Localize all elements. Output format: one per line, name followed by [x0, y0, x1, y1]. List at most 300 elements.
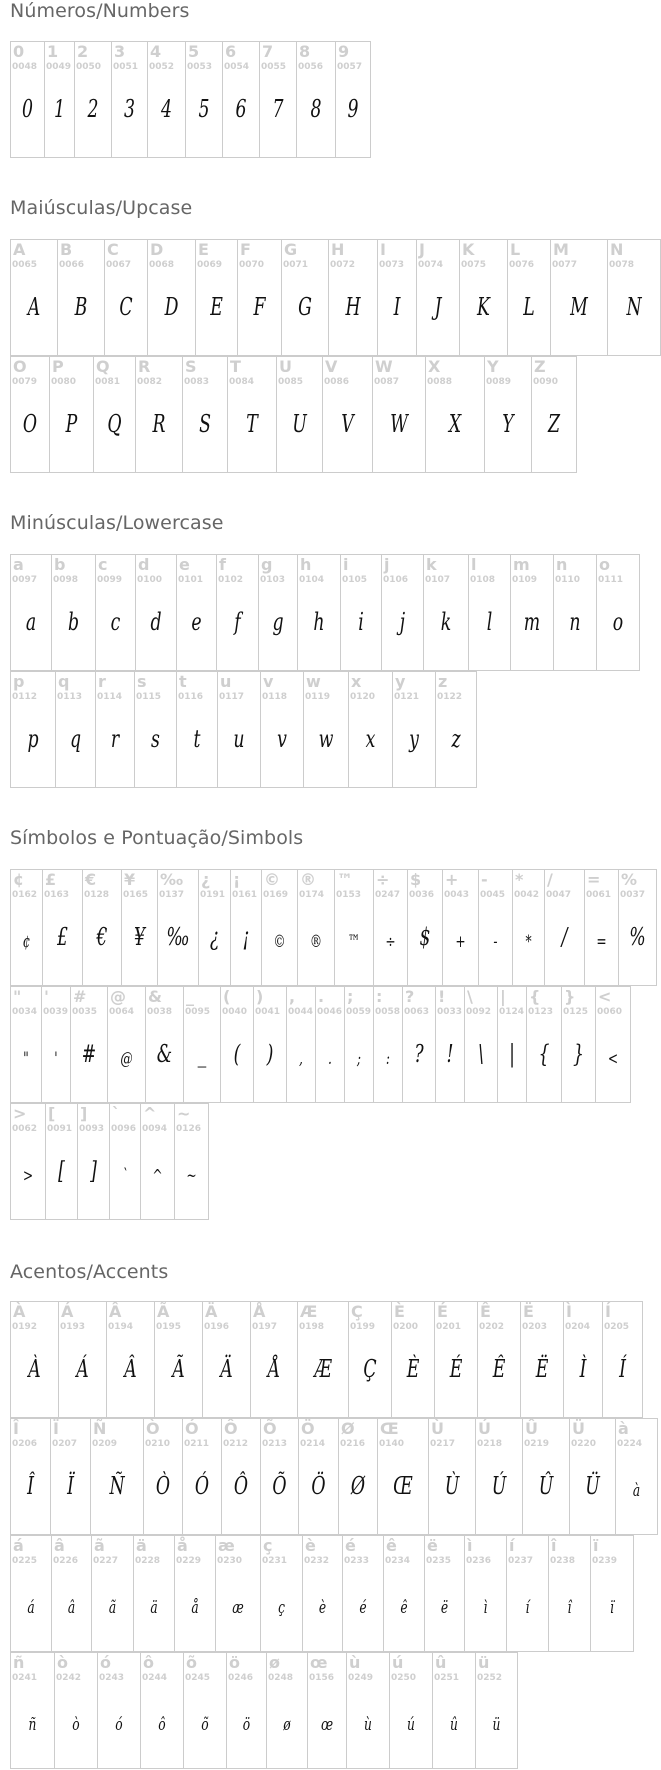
glyph-preview: ( [233, 1040, 241, 1068]
glyph-cell [259, 41, 297, 158]
character-label: & [148, 987, 162, 1006]
glyph-preview: + [455, 932, 466, 952]
glyph-cell [373, 869, 408, 986]
character-code: 0071 [283, 260, 309, 270]
glyph-cell [348, 1301, 392, 1418]
glyph-cell [77, 1103, 110, 1220]
glyph-cell [51, 554, 96, 671]
character-code: 0227 [93, 1556, 119, 1566]
character-label: | [500, 987, 506, 1006]
glyph-preview: Ì [579, 1355, 587, 1383]
glyph-grid-row [10, 239, 660, 356]
glyph-preview: æ [232, 1598, 244, 1618]
character-label: y [395, 672, 406, 691]
character-label: æ [218, 1536, 235, 1555]
glyph-preview: ç [278, 1598, 285, 1618]
character-label: Y [487, 357, 499, 376]
character-code: 0245 [185, 1673, 211, 1683]
character-label: ! [438, 987, 446, 1006]
glyph-cell [107, 986, 146, 1103]
glyph-preview: ~ [186, 1166, 197, 1186]
glyph-cell [548, 1535, 591, 1652]
glyph-cell [607, 239, 661, 356]
glyph-cell [602, 1301, 643, 1418]
glyph-cell [328, 239, 378, 356]
glyph-preview: Î [27, 1472, 34, 1500]
character-label: 5 [188, 42, 200, 61]
glyph-cell [522, 1418, 570, 1535]
glyph-cell [475, 1652, 518, 1769]
character-label: S [185, 357, 197, 376]
character-code: 0106 [383, 575, 409, 585]
character-code: 0247 [375, 890, 401, 900]
character-label: â [54, 1536, 65, 1555]
character-label: À [13, 1302, 26, 1321]
character-code: 0118 [262, 692, 288, 702]
character-label: ê [386, 1536, 397, 1555]
glyph-preview: ù [364, 1715, 372, 1735]
glyph-preview: ë [440, 1598, 449, 1618]
character-label: å [177, 1536, 188, 1555]
character-label: G [284, 240, 298, 259]
character-label: a [13, 555, 24, 574]
glyph-cell [10, 671, 56, 788]
character-code: 0207 [52, 1439, 78, 1449]
glyph-preview: à [632, 1481, 641, 1501]
character-label: ¡ [233, 870, 241, 889]
glyph-preview: X [448, 410, 462, 438]
character-code: 0041 [255, 1007, 281, 1017]
character-label: ñ [13, 1653, 25, 1672]
character-label: 6 [225, 42, 237, 61]
glyph-cell [106, 1301, 155, 1418]
glyph-preview: 0 [21, 95, 34, 123]
character-label: Ã [157, 1302, 170, 1321]
character-code: 0228 [135, 1556, 161, 1566]
glyph-preview: Í [619, 1355, 626, 1383]
glyph-cell [10, 554, 52, 671]
character-label: D [150, 240, 164, 259]
character-code: 0105 [342, 575, 368, 585]
character-code: 0084 [229, 377, 255, 387]
character-code: 0200 [393, 1322, 419, 1332]
glyph-preview: / [561, 923, 568, 951]
glyph-preview: © [273, 932, 286, 952]
glyph-cell [140, 1652, 184, 1769]
character-label: ¥ [124, 870, 136, 889]
glyph-cell [348, 671, 393, 788]
glyph-preview: õ [201, 1715, 209, 1735]
character-label: ö [229, 1653, 240, 1672]
character-code: 0161 [232, 890, 258, 900]
character-code: 0205 [604, 1322, 630, 1332]
glyph-preview: > [22, 1166, 34, 1186]
character-label: Â [109, 1302, 122, 1321]
character-code: 0087 [374, 377, 400, 387]
glyph-cell [134, 671, 177, 788]
glyph-preview: s [151, 725, 160, 753]
glyph-preview: í [525, 1598, 530, 1618]
character-code: 0242 [56, 1673, 82, 1683]
glyph-preview: ; [356, 1049, 362, 1069]
glyph-cell [416, 239, 460, 356]
glyph-cell [50, 1418, 91, 1535]
character-code: 0125 [563, 1007, 589, 1017]
glyph-cell [302, 1535, 343, 1652]
glyph-preview: ã [108, 1598, 117, 1618]
character-code: 0238 [550, 1556, 576, 1566]
glyph-cell [506, 1535, 549, 1652]
glyph-preview: P [65, 410, 78, 438]
character-label: ì [467, 1536, 473, 1555]
character-label: F [240, 240, 251, 259]
character-code: 0112 [12, 692, 38, 702]
glyph-preview: Ø [350, 1472, 366, 1500]
character-code: 0226 [53, 1556, 79, 1566]
glyph-preview: Æ [314, 1355, 332, 1383]
character-label: á [13, 1536, 24, 1555]
glyph-cell [261, 869, 298, 986]
character-code: 0043 [444, 890, 470, 900]
character-label: " [13, 987, 22, 1006]
character-code: 0246 [228, 1673, 254, 1683]
character-label: E [198, 240, 209, 259]
glyph-preview: q [69, 725, 82, 753]
character-label: o [599, 555, 610, 574]
character-code: 0126 [176, 1124, 202, 1134]
character-code: 0066 [59, 260, 85, 270]
glyph-cell [41, 986, 71, 1103]
glyph-preview: Ô [233, 1472, 249, 1500]
character-label: B [60, 240, 73, 259]
character-label: Ö [301, 1419, 315, 1438]
glyph-cell [135, 356, 183, 473]
glyph-preview: Ç [363, 1355, 377, 1383]
character-code: 0109 [512, 575, 538, 585]
character-label: . [318, 987, 325, 1006]
character-label: Ï [53, 1419, 59, 1438]
character-label: [ [48, 1104, 56, 1123]
character-label: ¢ [13, 870, 25, 889]
glyph-preview: = [596, 932, 607, 952]
glyph-cell [176, 554, 217, 671]
character-label: õ [186, 1653, 197, 1672]
glyph-preview: ê [400, 1598, 408, 1618]
glyph-cell [334, 869, 374, 986]
glyph-preview: ‰ [166, 923, 190, 951]
character-code: 0237 [508, 1556, 534, 1566]
glyph-preview: Û [538, 1472, 554, 1500]
glyph-cell [198, 869, 231, 986]
character-label: > [13, 1104, 27, 1123]
character-code: 0047 [546, 890, 572, 900]
character-code: 0235 [426, 1556, 452, 1566]
glyph-cell [553, 554, 597, 671]
character-code: 0085 [278, 377, 304, 387]
glyph-cell [82, 869, 122, 986]
glyph-cell [95, 671, 135, 788]
character-code: 0243 [99, 1673, 125, 1683]
character-code: 0213 [262, 1439, 288, 1449]
glyph-cell [526, 986, 562, 1103]
character-code: 0225 [12, 1556, 38, 1566]
glyph-preview: W [390, 410, 408, 438]
glyph-preview: } [572, 1040, 585, 1068]
character-code: 0036 [409, 890, 435, 900]
glyph-cell [121, 869, 158, 986]
glyph-cell [143, 1418, 183, 1535]
glyph-grid-row [10, 554, 639, 671]
character-label: ë [427, 1536, 438, 1555]
glyph-cell [464, 1535, 507, 1652]
character-code: 0045 [480, 890, 506, 900]
glyph-preview: Ï [67, 1472, 74, 1500]
glyph-cell [260, 1535, 303, 1652]
glyph-cell [381, 554, 424, 671]
glyph-cell [140, 1103, 175, 1220]
glyph-cell [596, 554, 640, 671]
glyph-cell [135, 554, 177, 671]
character-code: 0099 [97, 575, 123, 585]
glyph-cell [10, 986, 42, 1103]
glyph-preview: Ä [220, 1355, 233, 1383]
glyph-cell [281, 239, 329, 356]
glyph-cell [544, 869, 585, 986]
character-label: ã [94, 1536, 105, 1555]
glyph-preview: G [298, 293, 312, 321]
glyph-cell [561, 986, 596, 1103]
glyph-preview: 7 [272, 95, 284, 123]
glyph-cell [109, 1103, 141, 1220]
character-label: Ü [572, 1419, 585, 1438]
glyph-cell [174, 1535, 216, 1652]
glyph-preview: ? [414, 1040, 424, 1068]
character-code: 0089 [486, 377, 512, 387]
character-label: Õ [263, 1419, 277, 1438]
glyph-preview: Ã [172, 1355, 185, 1383]
glyph-cell [428, 1418, 476, 1535]
character-code: 0033 [437, 1007, 463, 1017]
character-code: 0204 [565, 1322, 591, 1332]
glyph-preview: ¥ [133, 923, 146, 951]
character-label: ; [347, 987, 354, 1006]
glyph-cell [183, 986, 221, 1103]
glyph-preview: ú [407, 1715, 415, 1735]
glyph-preview: C [119, 293, 133, 321]
glyph-grid-row [10, 356, 576, 473]
character-label: Z [534, 357, 546, 376]
glyph-preview: I [393, 293, 401, 321]
glyph-preview: x [365, 725, 376, 753]
glyph-cell [520, 1301, 564, 1418]
glyph-cell [260, 671, 304, 788]
glyph-cell [91, 1535, 134, 1652]
glyph-preview: o [612, 608, 624, 636]
glyph-preview: A [27, 293, 41, 321]
character-label: s [137, 672, 147, 691]
character-code: 0165 [123, 890, 149, 900]
character-code: 0209 [92, 1439, 118, 1449]
glyph-preview: ä [150, 1598, 158, 1618]
glyph-cell [202, 1301, 251, 1418]
character-label: ¿ [201, 870, 211, 889]
character-code: 0057 [337, 62, 363, 72]
glyph-grid-row [10, 1535, 633, 1652]
character-code: 0056 [298, 62, 324, 72]
character-label: ' [44, 987, 49, 1006]
glyph-preview: À [28, 1355, 41, 1383]
glyph-preview: $ [419, 923, 431, 951]
character-code: 0037 [620, 890, 646, 900]
character-code: 0218 [477, 1439, 503, 1449]
glyph-preview: M [570, 293, 588, 321]
character-code: 0040 [222, 1007, 248, 1017]
character-code: 0117 [219, 692, 245, 702]
character-label: W [375, 357, 393, 376]
character-code: 0120 [350, 692, 376, 702]
glyph-cell [377, 239, 417, 356]
glyph-cell [342, 1535, 384, 1652]
glyph-grid-row [10, 986, 630, 1103]
glyph-cell [58, 1301, 107, 1418]
glyph-preview: Z [547, 410, 561, 438]
character-code: 0202 [479, 1322, 505, 1332]
character-code: 0101 [178, 575, 204, 585]
character-code: 0212 [223, 1439, 249, 1449]
character-label: Ê [480, 1302, 491, 1321]
character-label: U [279, 357, 292, 376]
glyph-preview: e [191, 608, 202, 636]
character-code: 0055 [261, 62, 287, 72]
character-label: 2 [77, 42, 89, 61]
glyph-grid-row [10, 1301, 642, 1418]
character-label: ô [143, 1653, 154, 1672]
character-code: 0250 [391, 1673, 417, 1683]
glyph-preview: 8 [310, 95, 322, 123]
glyph-preview: ! [446, 1040, 454, 1068]
character-label: ^ [143, 1104, 157, 1123]
character-code: 0072 [330, 260, 356, 270]
character-label: N [610, 240, 624, 259]
glyph-preview: ü [492, 1715, 501, 1735]
character-label: @ [110, 987, 126, 1006]
character-label: 8 [299, 42, 311, 61]
glyph-cell [10, 356, 50, 473]
glyph-cell [615, 1418, 658, 1535]
glyph-grid-row [10, 41, 370, 158]
glyph-cell [276, 356, 323, 473]
glyph-cell [510, 554, 554, 671]
glyph-preview: f [234, 608, 241, 636]
character-label: x [351, 672, 362, 691]
character-label: g [261, 555, 273, 574]
character-label: v [263, 672, 274, 691]
glyph-preview: l [486, 608, 493, 636]
glyph-cell [383, 1535, 425, 1652]
glyph-preview: Ë [535, 1355, 549, 1383]
glyph-grid-row [10, 869, 656, 986]
character-label: Ø [341, 1419, 355, 1438]
character-code: 0042 [514, 890, 540, 900]
glyph-preview: % [629, 923, 646, 951]
glyph-preview: U [292, 410, 307, 438]
character-label: = [587, 870, 601, 889]
glyph-preview: * [525, 932, 532, 952]
glyph-preview: € [96, 923, 108, 951]
character-label: j [384, 555, 390, 574]
character-code: 0060 [597, 1007, 623, 1017]
glyph-cell [95, 554, 136, 671]
glyph-cell [44, 41, 75, 158]
character-code: 0239 [592, 1556, 618, 1566]
section-title: Números/Numbers [10, 0, 190, 22]
glyph-preview: £ [56, 923, 69, 951]
character-code: 0108 [470, 575, 496, 585]
character-code: 0086 [324, 377, 350, 387]
glyph-cell [182, 356, 228, 473]
glyph-cell [10, 869, 43, 986]
glyph-preview: Y [502, 410, 514, 438]
glyph-cell [595, 986, 631, 1103]
glyph-cell [377, 1418, 429, 1535]
glyph-cell [484, 356, 532, 473]
glyph-preview: ¢ [22, 932, 31, 952]
character-label: 4 [150, 42, 162, 61]
character-label: r [98, 672, 106, 691]
glyph-preview: Ù [444, 1472, 460, 1500]
glyph-cell [215, 1535, 261, 1652]
glyph-preview: È [406, 1355, 420, 1383]
glyph-cell [55, 671, 96, 788]
glyph-preview: n [569, 608, 581, 636]
character-code: 0092 [466, 1007, 492, 1017]
glyph-preview: å [191, 1598, 199, 1618]
character-code: 0214 [300, 1439, 326, 1449]
character-code: 0128 [84, 890, 110, 900]
glyph-preview: é [359, 1598, 367, 1618]
character-code: 0094 [142, 1124, 168, 1134]
glyph-cell [298, 1418, 339, 1535]
character-label: L [510, 240, 521, 259]
glyph-cell [230, 869, 262, 986]
glyph-cell [10, 1301, 59, 1418]
glyph-cell [344, 986, 374, 1103]
character-label: t [179, 672, 187, 691]
character-label: % [621, 870, 638, 889]
character-code: 0231 [262, 1556, 288, 1566]
glyph-preview: Q [107, 410, 122, 438]
glyph-preview: â [67, 1598, 76, 1618]
glyph-preview: # [81, 1040, 97, 1068]
glyph-cell [147, 41, 186, 158]
character-label: Í [605, 1302, 611, 1321]
character-label: \ [467, 987, 473, 1006]
glyph-preview: Ò [155, 1472, 171, 1500]
character-code: 0216 [340, 1439, 366, 1449]
glyph-preview: v [277, 725, 287, 753]
glyph-cell [217, 671, 261, 788]
glyph-cell [435, 986, 465, 1103]
glyph-cell [475, 1418, 523, 1535]
character-label: Î [13, 1419, 19, 1438]
character-label: i [343, 555, 349, 574]
glyph-cell [425, 356, 485, 473]
glyph-preview: d [150, 608, 162, 636]
glyph-preview: K [477, 293, 490, 321]
character-code: 0051 [113, 62, 139, 72]
glyph-cell [260, 1418, 299, 1535]
character-label: h [300, 555, 312, 574]
